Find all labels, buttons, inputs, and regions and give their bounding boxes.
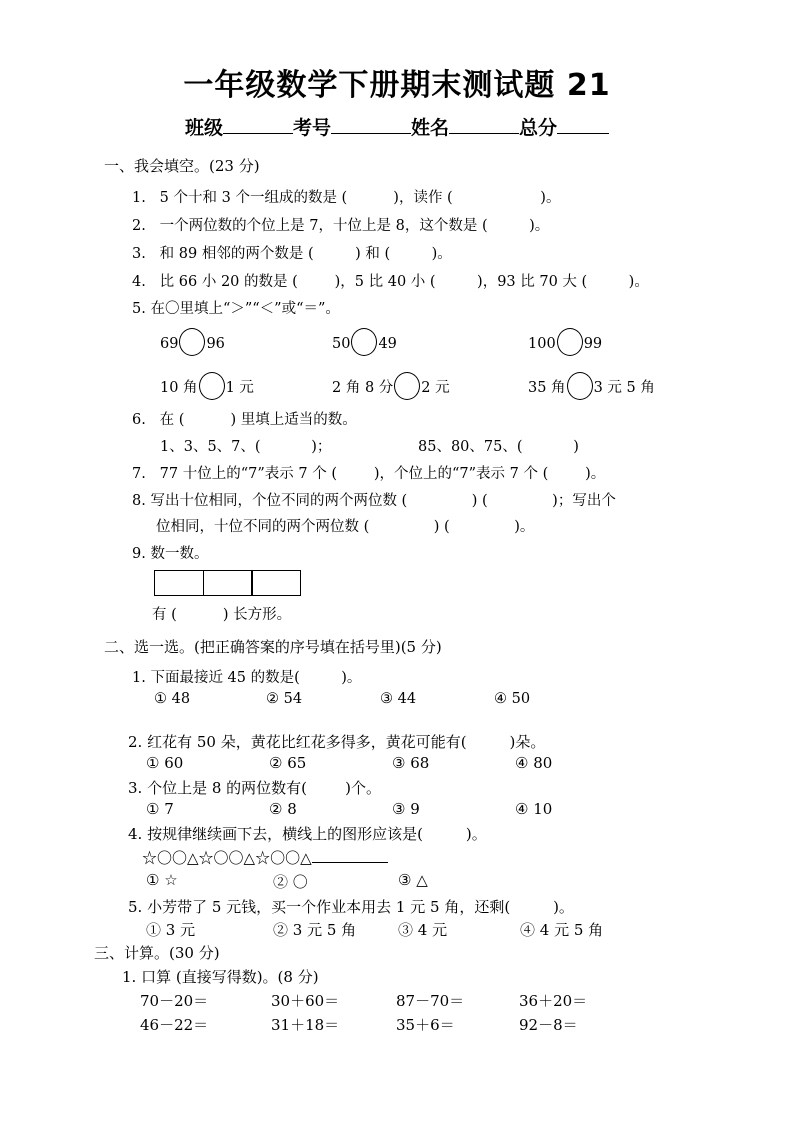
s2-q4-option-2: ② 〇: [273, 873, 308, 891]
compare-right: 49: [378, 336, 397, 352]
s3-subheading-1: 1. 口算 (直接写得数)。(8 分): [122, 968, 319, 986]
s2-question-4: 4. 按规律继续画下去，横线上的图形应该是( )。: [128, 825, 487, 843]
s2-q5-option-3: ③ 4 元: [398, 921, 448, 939]
compare-item-1: [160, 330, 225, 358]
s1-question-7: 7. 77 十位上的“7”表示 7 个 ( )，个位上的“7”表示 7 个 ( )。: [132, 466, 606, 482]
compare-left: 50: [332, 336, 351, 352]
compare-item-2: [332, 330, 397, 358]
page-title: 一年级数学下册期末测试题 21: [183, 68, 611, 103]
s1-question-6b: 85、80、75、( ): [418, 439, 579, 455]
rectangle-figure: [154, 570, 301, 596]
s2-q3-option-3: ③ 9: [392, 800, 420, 818]
s2-question-2: 2. 红花有 50 朵，黄花比红花多得多，黄花可能有( )朵。: [128, 733, 546, 751]
calc-item: 30＋60＝: [271, 992, 340, 1010]
calc-item: 70－20＝: [140, 992, 209, 1010]
compare-item-5: [332, 374, 450, 402]
class-label: 班级: [184, 117, 223, 139]
compare-circle[interactable]: [394, 372, 420, 400]
compare-right: 2 元: [421, 380, 450, 396]
s1-question-1: 1. 5 个十和 3 个一组成的数是 ( )，读作 ( )。: [132, 190, 561, 206]
s2-q3-option-4: ④ 10: [515, 800, 553, 818]
calc-item: 46－22＝: [140, 1016, 209, 1034]
calc-item: 35＋6＝: [396, 1016, 455, 1034]
compare-right: 1 元: [225, 380, 254, 396]
compare-circle[interactable]: [567, 372, 593, 400]
s2-q5-option-4: ④ 4 元 5 角: [520, 921, 604, 939]
rectangle-cell: [154, 570, 204, 596]
rectangle-cell: [251, 570, 301, 596]
compare-circle[interactable]: [557, 328, 583, 356]
s2-q5-option-2: ② 3 元 5 角: [273, 921, 357, 939]
compare-left: 100: [528, 336, 556, 352]
s2-q3-option-2: ② 8: [269, 800, 297, 818]
section-1-heading: 一、我会填空。(23 分): [104, 157, 260, 175]
calc-item: 31＋18＝: [271, 1016, 340, 1034]
s2-question-3: 3. 个位上是 8 的两位数有( )个。: [128, 779, 382, 797]
score-blank[interactable]: [557, 115, 609, 134]
s1-question-2: 2. 一个两位数的个位上是 7，十位上是 8，这个数是 ( )。: [132, 218, 550, 234]
s2-q2-option-4: ④ 80: [515, 754, 553, 772]
compare-left: 10 角: [160, 380, 198, 396]
s2-q4-sequence: [142, 847, 388, 868]
s2-q1-option-2: ② 54: [266, 691, 303, 707]
s1-question-4: 4. 比 66 小 20 的数是 ( )，5 比 40 小 ( )，93 比 70 大 ( )。: [132, 274, 649, 290]
calc-item: 87－70＝: [396, 992, 465, 1010]
name-blank[interactable]: [449, 115, 519, 134]
s2-q2-option-3: ③ 68: [392, 754, 430, 772]
compare-left: 69: [160, 336, 179, 352]
s1-question-8: 8. 写出十位相同，个位不同的两个两位数 ( ) ( )；写出个: [132, 493, 616, 509]
s2-q2-option-1: ① 60: [146, 754, 184, 772]
section-3-heading: 三、计算。(30 分): [94, 944, 220, 962]
exam-no-label: 考号: [292, 117, 331, 139]
student-info-line: [0, 113, 794, 140]
s1-question-5: 5. 在〇里填上“＞”“＜”或“＝”。: [132, 301, 340, 317]
s2-q4-option-1: ① ☆: [146, 871, 178, 889]
compare-item-3: [528, 330, 602, 358]
compare-right: 3 元 5 角: [593, 380, 655, 396]
compare-circle[interactable]: [199, 372, 225, 400]
s2-q1-option-3: ③ 44: [380, 691, 417, 707]
s2-q5-option-1: ① 3 元: [146, 921, 196, 939]
s2-q2-option-2: ② 65: [269, 754, 307, 772]
s2-question-5: 5. 小芳带了 5 元钱，买一个作业本用去 1 元 5 角，还剩( )。: [128, 898, 574, 916]
s1-question-8-cont: 位相同，十位不同的两个两位数 ( ) ( )。: [156, 519, 535, 535]
s2-q3-option-1: ① 7: [146, 800, 174, 818]
calc-item: 36＋20＝: [519, 992, 588, 1010]
s2-q4-option-3: ③ △: [398, 871, 428, 889]
compare-left: 2 角 8 分: [332, 380, 394, 396]
compare-circle[interactable]: [179, 328, 205, 356]
sequence-answer-line[interactable]: [312, 850, 388, 863]
section-2-heading: 二、选一选。(把正确答案的序号填在括号里)(5 分): [104, 638, 442, 656]
exam-no-blank[interactable]: [331, 115, 411, 134]
compare-right: 99: [583, 336, 603, 352]
s1-question-9: 9. 数一数。: [132, 546, 209, 562]
compare-item-6: [528, 374, 655, 402]
name-label: 姓名: [411, 117, 450, 139]
s1-question-3: 3. 和 89 相邻的两个数是 ( ) 和 ( )。: [132, 246, 452, 262]
s1-question-6: 6. 在 ( ) 里填上适当的数。: [132, 412, 357, 428]
s2-q1-option-1: ① 48: [154, 691, 191, 707]
compare-right: 96: [206, 336, 225, 352]
calc-item: 92－8＝: [519, 1016, 578, 1034]
s1-question-9-answer: 有 ( ) 长方形。: [152, 607, 292, 623]
score-label: 总分: [519, 117, 558, 139]
s2-q1-option-4: ④ 50: [494, 691, 531, 707]
shape-sequence: ☆〇〇△☆〇〇△☆〇〇△: [142, 849, 312, 867]
s2-question-1: 1. 下面最接近 45 的数是( )。: [132, 670, 362, 686]
rectangle-cell: [203, 570, 253, 596]
compare-circle[interactable]: [351, 328, 377, 356]
class-blank[interactable]: [223, 115, 293, 134]
compare-item-4: [160, 374, 254, 402]
compare-left: 35 角: [528, 380, 566, 396]
s1-question-6a: 1、3、5、7、( )；: [160, 439, 332, 455]
